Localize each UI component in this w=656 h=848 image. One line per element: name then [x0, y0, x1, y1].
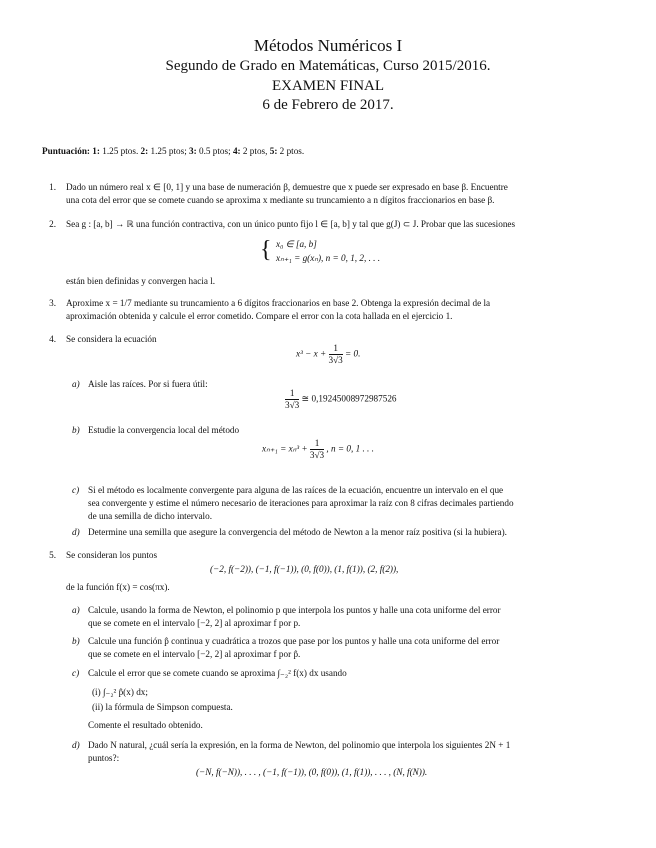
subpart-d-text: Determine una semilla que asegure la convergencia del método de Newton a la menor raíz positiva (si la hubiera). — [88, 527, 507, 537]
subpart-label: b) — [72, 425, 80, 435]
exam-title: EXAMEN FINAL — [271, 78, 385, 94]
equation-left: xₙ₊₁ = xₙ³ + — [262, 443, 308, 454]
fraction-numerator: 1 — [310, 438, 324, 450]
fraction — [285, 388, 299, 411]
problem-1-line: una cota del error que se comete cuando se aproxima x mediante su truncamiento a n dígitos fraccionarios en base β. — [66, 195, 495, 205]
scoring-line — [42, 145, 304, 158]
subpart-label: d) — [72, 527, 80, 537]
problem-4-intro: Se considera la ecuación — [66, 334, 157, 344]
score-num: 4: — [232, 146, 241, 156]
problem-number: 4. — [49, 334, 56, 344]
system-eq-1: x₀ ∈ [a, b] — [276, 239, 317, 249]
subpart-label: c) — [72, 485, 80, 495]
problem-3-line: Aproxime x = 1/7 mediante su truncamiento a 6 dígitos fraccionarios en base 2. Obtenga la expresión decimal de la — [66, 298, 491, 308]
subpart-c-line: Si el método es localmente convergente para alguna de las raíces de la ecuación, encuentre un intervalo en el que — [88, 485, 504, 495]
fraction-denominator: 3√3 — [285, 400, 300, 410]
score-num: 3: — [189, 146, 197, 156]
subpart-a-line: Calcule, usando la forma de Newton, el polinomio p que interpola los puntos y halle una cota uniforme del error — [88, 605, 501, 615]
problem-1-line: Dado un número real x ∈ [0, 1] y una base de numeración β, demuestre que x puede ser expresado en base β. Encuentre — [66, 182, 508, 192]
scoring-label: Puntuación: — [42, 146, 90, 156]
subpart-d-line: puntos?: — [88, 753, 120, 763]
problem-2-line: están bien definidas y convergen hacia l. — [66, 276, 216, 286]
equation-right: , n = 0, 1 . . . — [326, 443, 374, 454]
fraction-denominator: 3√3 — [328, 355, 343, 365]
score-value: 0.5 ptos; — [199, 146, 231, 156]
problem-3-line: aproximación obtenida y calcule el error cometido. Compare el error con la cota hallada en el ejercicio 1. — [66, 311, 453, 321]
score-num: 2: — [140, 146, 149, 156]
subpart-d-line: Dado N natural, ¿cuál sería la expresión, en la forma de Newton, del polinomio que interpola los siguientes 2N + 1 — [88, 740, 511, 750]
score-num: 1: — [92, 146, 100, 156]
points-list: (−2, f(−2)), (−1, f(−1)), (0, f(0)), (1, f(1)), (2, f(2)), — [210, 564, 399, 574]
fraction — [310, 438, 324, 461]
fraction-numerator: 1 — [329, 343, 343, 355]
score-value: 1.25 ptos; — [150, 146, 187, 156]
subpart-a-text: Aisle las raíces. Por si fuera útil: — [88, 379, 208, 389]
score-value: 2 ptos, — [242, 146, 268, 156]
subpart-label: c) — [72, 668, 80, 678]
equation-right: = 0. — [345, 348, 361, 359]
subpart-c-line: de una semilla de dicho intervalo. — [88, 511, 212, 521]
degree-line: Segundo de Grado en Matemáticas, Curso 2015/2016. — [165, 58, 491, 74]
equation-main — [296, 343, 360, 366]
problem-number: 1. — [49, 182, 56, 192]
problem-2-line: Sea g : [a, b] → ℝ una función contractiva, con un único punto fijo l ∈ [a, b] y tal que g(J) ⊂ J. Probar que las sucesiones — [66, 219, 516, 229]
subpart-a-line: que se comete en el intervalo [−2, 2] al aproximar f por p. — [88, 618, 301, 628]
equation-left: x³ − x + — [296, 348, 327, 359]
subpart-c-line: Calcule el error que se comete cuando se aproxima ∫₋₂² f(x) dx usando — [88, 668, 347, 678]
iteration-equation — [262, 438, 374, 461]
fraction-numerator: 1 — [285, 388, 299, 400]
fraction — [329, 343, 343, 366]
problem-number: 2. — [49, 219, 56, 229]
subpart-label: a) — [72, 379, 80, 389]
problem-number: 5. — [49, 550, 56, 560]
subpart-c-comment: Comente el resultado obtenido. — [88, 720, 203, 730]
system-eq-2: xₙ₊₁ = g(xₙ), n = 0, 1, 2, . . . — [276, 253, 381, 263]
points-list-n: (−N, f(−N)), . . . , (−1, f(−1)), (0, f(0)), (1, f(1)), . . . , (N, f(N)). — [196, 767, 428, 777]
subpart-b-line: Calcule una función p̂ continua y cuadrática a trozos que pase por los puntos y halle una cota uniforme del error — [88, 636, 500, 646]
problem-number: 3. — [49, 298, 56, 308]
subpart-label: d) — [72, 740, 80, 750]
approx-decimal: ≅ 0,19245008972987526 — [301, 393, 397, 404]
approx-value — [285, 388, 397, 411]
course-title: Métodos Numéricos I — [253, 36, 403, 55]
subpart-c-item-i: (i) ∫₋₂² p̂(x) dx; — [92, 687, 148, 697]
subpart-label: b) — [72, 636, 80, 646]
left-brace: { — [260, 237, 272, 263]
score-value: 2 ptos. — [279, 146, 305, 156]
subpart-c-item-ii: (ii) la fórmula de Simpson compuesta. — [92, 702, 233, 712]
function-def: de la función f(x) = cos(πx). — [66, 582, 170, 592]
score-value: 1.25 ptos. — [102, 146, 139, 156]
problem-5-intro: Se consideran los puntos — [66, 550, 158, 560]
subpart-c-line: sea convergente y estime el número necesario de iteraciones para aproximar la raíz con 8 cifras decimales partiendo — [88, 498, 514, 508]
subpart-b-line: que se comete en el intervalo [−2, 2] al aproximar f por p̂. — [88, 649, 301, 659]
subpart-label: a) — [72, 605, 80, 615]
score-num: 5: — [269, 146, 278, 156]
exam-date: 6 de Febrero de 2017. — [262, 97, 394, 113]
subpart-b-text: Estudie la convergencia local del método — [88, 425, 240, 435]
fraction-denominator: 3√3 — [309, 450, 325, 460]
